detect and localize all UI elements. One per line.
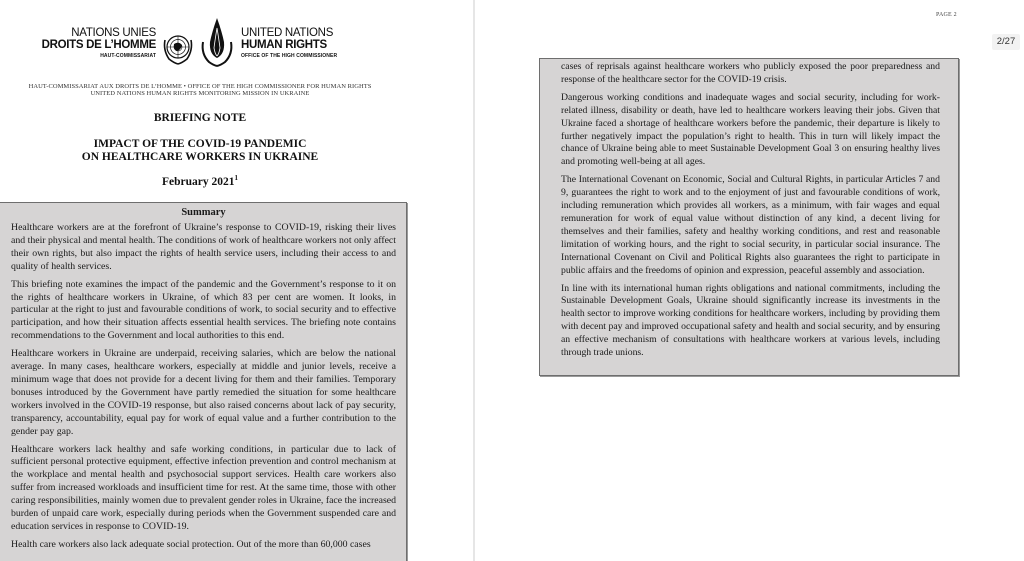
logo-en-line1: UNITED NATIONS: [241, 27, 334, 39]
logo-en-line3: OFFICE OF THE HIGH COMMISSIONER: [241, 53, 338, 59]
logo-text-french: [42, 27, 156, 60]
summary-paragraph: Healthcare workers are at the forefront of Ukraine’s response to COVID-19, risking their lives and their physical and mental health. The conditions of work of healthcare workers not only affect their own rights, but also impact the rights of health service users, including their access to and quality of health services.: [11, 222, 396, 272]
summary-heading: Summary: [181, 207, 226, 218]
document-date: [0, 176, 400, 188]
logo-en-line2: HUMAN RIGHTS: [241, 39, 327, 51]
summary-box: [0, 202, 407, 561]
summary-paragraph: cases of reprisals against healthcare workers who publicly exposed the poor preparedness and response of the healthcare sector for the COVID-19 crisis.: [561, 61, 940, 85]
header-logo: [0, 14, 420, 64]
summary-paragraph: Dangerous working conditions and inadequate wages and social security, including for work-related illness, disability or death, have led to healthcare workers leaving their jobs. Given that Ukraine faced a shortage of healthcare workers before the pandemic, their departure is likely to further negatively impact the population’s right to health. This in turn will likely impact the chance of Ukraine being able to meet Sustainable Development Goal 3 on ensuring healthy lives and promoting well-being at all ages.: [561, 91, 940, 168]
summary-paragraph: Healthcare workers in Ukraine are underpaid, receiving salaries, which are below the national average. In many cases, healthcare workers, especially at middle and junior levels, receive a minimum wage that does not provide for a decent living for them and their families. Temporary bonuses introduced by the Government have partly remedied the situation for some healthcare workers involved in the COVID-19 response, but also raised concerns about lack of pay security, transparency, accountability, equal pay for work of equal value and a further contribution to the gender pay gap.: [11, 348, 396, 437]
summary-paragraph: Health care workers also lack adequate social protection. Out of the more than 60,000 cases: [11, 538, 371, 550]
title-line-1: IMPACT OF THE COVID-19 PANDEMIC: [93, 138, 307, 150]
logo-fr-line1: NATIONS UNIES: [71, 27, 156, 39]
document-page-2: [475, 0, 1024, 561]
logo-fr-line3: HAUT-COMMISSARIAT: [100, 53, 156, 59]
organization-line: HAUT-COMMISSARIAT AUX DROITS DE L’HOMME • OFFICE OF THE HIGH COMMISSIONER FOR HUMAN RIGHTS: [28, 83, 372, 90]
date-text: February 2021: [161, 176, 235, 188]
summary-paragraph: In line with its international human rights obligations and national commitments, including the Sustainable Development Goals, Ukraine should significantly increase its investments in the health sector to improve working conditions for healthcare workers, including by providing them with decent pay and improved occupational safety and health and social security, and by ensuring an effective mechanism of consultations with healthcare workers at various levels, including through trade unions.: [561, 282, 940, 359]
logo-text-english: [241, 27, 337, 60]
footnote-marker[interactable]: 1: [234, 174, 238, 183]
briefing-note-label: BRIEFING NOTE: [153, 112, 247, 124]
summary-paragraph: This briefing note examines the impact of the pandemic and the Government’s response to it on the rights of healthcare workers in Ukraine, of which 83 per cent are women. It looks, in particular at the right to just and favourable conditions of work, to social security and to effective participation, and how their situation affects essential health services. The briefing note contains recommendations to the Government and local authorities to this end.: [11, 278, 396, 342]
logo-fr-line2: DROITS DE L’HOMME: [41, 39, 156, 51]
summary-box-continued: [539, 58, 959, 376]
mission-line: UNITED NATIONS HUMAN RIGHTS MONITORING MISSION IN UKRAINE: [90, 90, 310, 97]
human-rights-emblem-icon: [199, 14, 235, 68]
page-counter-badge: 2/27: [992, 34, 1020, 50]
summary-paragraph: The International Covenant on Economic, Social and Cultural Rights, in particular Articles 7 and 9, guarantees the right to work and to the enjoyment of just and favourable conditions of work, including remuneration which provides all workers, as a minimum, with fair wages and equal remuneration for work of equal value without distinction of any kind, a decent living for themselves and their families, safety and healthy working conditions, and rest and reasonable limitation of working hours, and the right to social security, in particular social insurance. The International Covenant on Civil and Political Rights also guarantees the right to participate in public affairs and the freedoms of opinion and expression, peaceful assembly and association.: [561, 174, 940, 276]
summary-paragraph: Healthcare workers lack healthy and safe working conditions, in particular due to lack of sufficient personal protective equipment, effective infection prevention and control mechanism at the workplace and mental health and psychosocial support services. Health care workers also suffer from increased workloads and insufficient time for rest. At the same time, those with other caring responsibilities, mainly women due to prevalent gender roles in Ukraine, face the increased burden of unpaid care work, especially during periods when the Government suspended care and education services in response to COVID-19.: [11, 443, 396, 532]
document-page-1: [0, 0, 473, 561]
page-number-label: PAGE 2: [936, 12, 957, 18]
un-emblem-icon: [160, 28, 196, 68]
document-title: [0, 138, 400, 164]
title-line-2: ON HEALTHCARE WORKERS IN UKRAINE: [81, 151, 319, 163]
